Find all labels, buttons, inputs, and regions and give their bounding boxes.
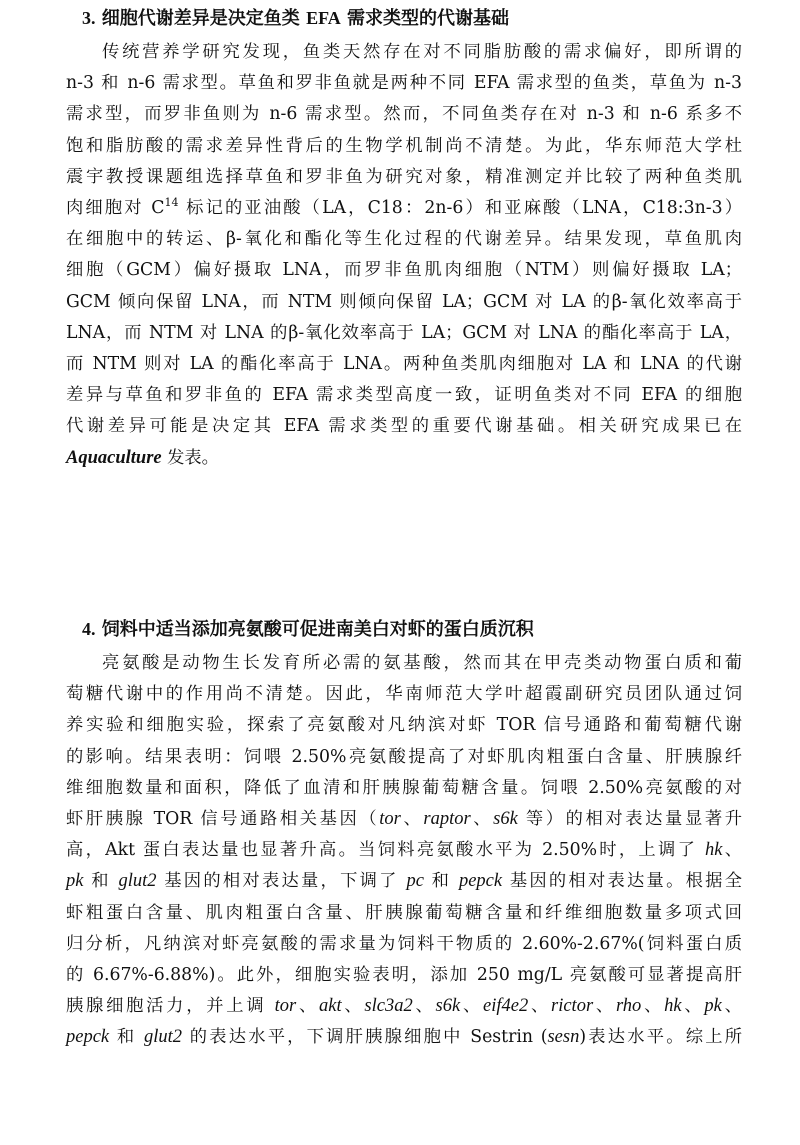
gene-name: pepck <box>458 871 503 892</box>
paragraph-line: 归分析，凡纳滨对虾亮氨酸的需求量为饲料干物质的 2.60%-2.67%(饲料蛋白质 <box>66 933 742 954</box>
gene-name: hk <box>704 840 723 861</box>
text-run: 、 <box>400 809 424 830</box>
journal-name: Aquaculture <box>66 447 162 468</box>
paragraph-line: 维细胞数量和面积，降低了血清和肝胰腺葡萄糖含量。饲喂 2.50%亮氨酸的对 <box>66 777 742 798</box>
text-run: 虾肝胰腺 TOR 信号通路相关基因（ <box>66 809 380 830</box>
paragraph-line <box>66 991 742 1022</box>
gene-name: hk <box>664 996 682 1017</box>
paragraph-line <box>66 835 742 866</box>
gene-name: pk <box>66 871 84 892</box>
text-run: 等）的相对表达量显著升 <box>517 809 742 830</box>
paragraph-line: 需求型，而罗非鱼则为 n-6 需求型。然而，不同鱼类存在对 n-3 和 n-6 系多不 <box>66 104 742 125</box>
superscript-14: 14 <box>164 196 179 210</box>
gene-name: tor <box>274 996 297 1017</box>
section-3-paragraph <box>66 37 742 474</box>
section-3-number: 3. <box>82 8 96 28</box>
paragraph-line: 饱和脂肪酸的需求差异性背后的生物学机制尚不清楚。为此，华东师范大学杜 <box>66 135 742 156</box>
paragraph-line: 在细胞中的转运、β-氧化和酯化等生化过程的代谢差异。结果发现，草鱼肌肉 <box>66 229 742 250</box>
text-run: 和 <box>83 871 119 892</box>
text-run: 胰腺细胞活力，并上调 <box>66 996 275 1017</box>
section-4-heading <box>82 617 742 642</box>
text-run: 肉细胞对 C <box>66 198 165 219</box>
gene-name: pk <box>704 996 722 1017</box>
gene-name: pepck <box>66 1027 110 1048</box>
paragraph-line <box>66 1022 742 1053</box>
section-3-title-part-a: 细胞代谢差异是决定鱼类 <box>101 8 300 29</box>
section-3 <box>66 6 742 31</box>
section-3-body <box>66 37 742 474</box>
gene-name: eif4e2 <box>483 996 529 1017</box>
paragraph-line: 萄糖代谢中的作用尚不清楚。因此，华南师范大学叶超霞副研究员团队通过饲 <box>66 684 742 705</box>
gene-name: rho <box>615 996 642 1017</box>
paragraph-line: 虾粗蛋白含量、肌肉粗蛋白含量、肝胰腺葡萄糖含量和纤维细胞数量多项式回 <box>66 902 742 923</box>
paragraph-line: 代谢差异可能是决定其 EFA 需求类型的重要代谢基础。相关研究成果已在 <box>66 416 742 437</box>
text-run: 、 <box>681 996 705 1017</box>
text-run: 、 <box>528 996 551 1017</box>
paragraph-line: 传统营养学研究发现，鱼类天然存在对不同脂肪酸的需求偏好，即所谓的 <box>102 42 742 62</box>
text-run: 和 <box>109 1027 145 1048</box>
paragraph-line <box>66 866 742 897</box>
text-run: 、 <box>721 996 742 1017</box>
section-3-title-part-b: 需求类型的代谢基础 <box>347 8 510 29</box>
gene-name: akt <box>319 996 342 1017</box>
text-run: 、 <box>341 996 365 1017</box>
gene-name: s6k <box>435 996 461 1017</box>
gene-name: raptor <box>423 809 471 830</box>
text-run: 发表。 <box>161 447 219 468</box>
paragraph-line: GCM 倾向保留 LNA，而 NTM 则倾向保留 LA；GCM 对 LA 的β-氧化效率高于 <box>66 291 742 312</box>
gene-name: sesn <box>547 1027 580 1048</box>
paragraph-line: 震宇教授课题组选择草鱼和罗非鱼为研究对象，精准测定并比较了两种鱼类肌 <box>66 166 742 187</box>
gene-name: rictor <box>551 996 594 1017</box>
text-run: 、 <box>460 996 483 1017</box>
gene-name: glut2 <box>118 871 157 892</box>
gene-name: pc <box>406 871 424 892</box>
text-run: 基因的相对表达量，下调了 <box>156 871 407 892</box>
text-run: 、 <box>593 996 616 1017</box>
paragraph-line: 亮氨酸是动物生长发育所必需的氨基酸，然而其在甲壳类动物蛋白质和葡 <box>102 653 742 673</box>
gene-name: slc3a2 <box>364 996 413 1017</box>
paragraph-line <box>66 443 742 474</box>
text-run: 、 <box>296 996 320 1017</box>
paragraph-line: 养实验和细胞实验，探索了亮氨酸对凡纳滨对虾 TOR 信号通路和葡萄糖代谢 <box>66 715 742 736</box>
text-run: 、 <box>412 996 436 1017</box>
section-4-paragraph <box>66 648 742 1054</box>
paragraph-line <box>66 193 742 224</box>
gene-name: tor <box>379 809 401 830</box>
paragraph-line: LNA，而 NTM 对 LNA 的β-氧化效率高于 LA；GCM 对 LNA 的酯化率高于 LA， <box>66 322 742 343</box>
paragraph-line: 细胞（GCM）偏好摄取 LNA，而罗非鱼肌肉细胞（NTM）则偏好摄取 LA； <box>66 260 742 281</box>
text-run: )表达水平。综上所 <box>579 1027 742 1048</box>
gene-name: s6k <box>493 809 518 830</box>
section-3-title-efa: EFA <box>306 8 341 28</box>
text-run: 高，Akt 蛋白表达量也显著升高。当饲料亮氨酸水平为 2.50%时，上调了 <box>66 840 705 861</box>
text-run: 和 <box>423 871 459 892</box>
section-3-heading <box>82 6 742 31</box>
paragraph-line: 而 NTM 则对 LA 的酯化率高于 LNA。两种鱼类肌肉细胞对 LA 和 LNA 的代谢 <box>66 354 742 375</box>
section-4 <box>66 617 742 642</box>
paragraph-line: 的 6.67%-6.88%)。此外，细胞实验表明，添加 250 mg/L 亮氨酸可显著提高肝 <box>66 965 742 986</box>
text-run: 、 <box>470 809 494 830</box>
section-4-body <box>66 648 742 1054</box>
section-4-number: 4. <box>82 619 96 639</box>
text-run: 、 <box>641 996 665 1017</box>
paragraph-line: 差异与草鱼和罗非鱼的 EFA 需求类型高度一致，证明鱼类对不同 EFA 的细胞 <box>66 385 742 406</box>
paragraph-line: n-3 和 n-6 需求型。草鱼和罗非鱼就是两种不同 EFA 需求型的鱼类，草鱼为 n-3 <box>66 73 742 94</box>
text-run: 的表达水平，下调肝胰腺细胞中 Sestrin ( <box>182 1027 548 1048</box>
paragraph-line: 的影响。结果表明：饲喂 2.50%亮氨酸提高了对虾肌肉粗蛋白含量、肝胰腺纤 <box>66 746 742 767</box>
section-4-title: 饲料中适当添加亮氨酸可促进南美白对虾的蛋白质沉积 <box>101 619 534 640</box>
text-run: 标记的亚油酸（LA，C18：2n-6）和亚麻酸（LNA，C18:3n-3） <box>178 198 742 219</box>
gene-name: glut2 <box>144 1027 183 1048</box>
paragraph-line <box>66 804 742 835</box>
text-run: 基因的相对表达量。根据全 <box>502 871 742 892</box>
text-run: 、 <box>722 840 742 861</box>
